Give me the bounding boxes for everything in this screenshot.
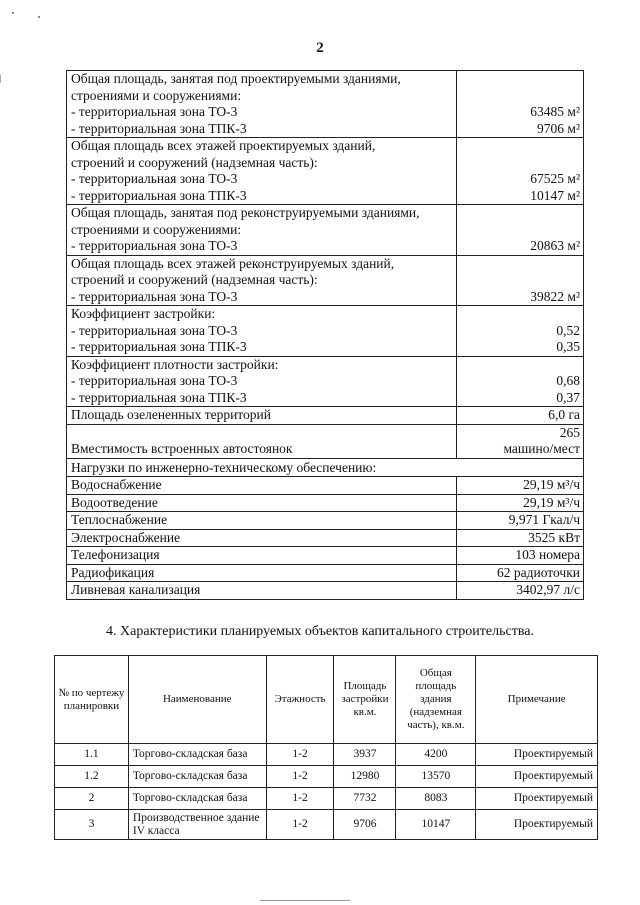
parameter-label-line: - территориальная зона ТПК-3 xyxy=(71,389,247,405)
object-note: Проектируемый xyxy=(476,810,598,840)
parameter-value xyxy=(457,71,584,138)
parameter-value-line: 20863 м² xyxy=(530,238,580,253)
parameter-label-line: строениями и сооружениями: xyxy=(71,221,242,237)
engineering-title-row xyxy=(67,458,584,477)
parameter-value xyxy=(457,407,584,425)
objects-table xyxy=(54,655,598,840)
parameter-row xyxy=(67,205,584,256)
header-note: Примечание xyxy=(476,656,598,744)
engineering-row xyxy=(67,582,584,600)
parameter-label-line: Общая площадь всех этажей реконструируемых зданий, xyxy=(71,255,395,271)
parameter-label xyxy=(67,356,457,407)
objects-body xyxy=(55,744,598,840)
engineering-value: 3402,97 л/с xyxy=(457,582,584,600)
parameter-label xyxy=(67,138,457,205)
parameter-row xyxy=(67,424,584,458)
object-note: Проектируемый xyxy=(476,788,598,810)
parameter-value xyxy=(457,255,584,306)
object-total-area: 10147 xyxy=(396,810,476,840)
parameter-row xyxy=(67,255,584,306)
parameter-label-line: Общая площадь, занятая под проектируемыми зданиями, xyxy=(71,71,401,86)
parameter-label xyxy=(67,205,457,256)
engineering-label: Водоотведение xyxy=(67,494,457,512)
parameters-body xyxy=(67,71,584,600)
parameter-label-line: - территориальная зона ТО-3 xyxy=(71,238,238,253)
engineering-value: 29,19 м³/ч xyxy=(457,494,584,512)
parameter-value-line: 0,37 xyxy=(556,389,580,405)
object-building-area: 3937 xyxy=(334,744,396,766)
parameter-label-line: - территориальная зона ТПК-3 xyxy=(71,187,247,203)
parameter-label-line: - территориальная зона ТО-3 xyxy=(71,288,238,304)
parameters-table xyxy=(66,70,584,600)
parameter-label-line: Площадь озелененных территорий xyxy=(71,407,271,422)
objects-row xyxy=(55,766,598,788)
scan-dot xyxy=(12,12,14,14)
object-number: 1.1 xyxy=(55,744,129,766)
footer-line xyxy=(260,900,350,901)
parameter-label-line: строений и сооружений (надземная часть): xyxy=(71,154,318,170)
parameter-row xyxy=(67,138,584,205)
parameter-value-line xyxy=(461,256,580,273)
parameter-value-line: 6,0 га xyxy=(548,407,580,422)
engineering-value: 3525 кВт xyxy=(457,529,584,547)
objects-header-row xyxy=(55,656,598,744)
scan-dot xyxy=(38,16,40,18)
object-number: 2 xyxy=(55,788,129,810)
parameter-value xyxy=(457,424,584,458)
header-total-area: Общая площадь здания (надземная часть), кв.м. xyxy=(396,656,476,744)
parameter-value-line: 0,52 xyxy=(556,322,580,338)
parameter-value-line: 9706 м² xyxy=(537,120,580,136)
engineering-value: 62 радиоточки xyxy=(457,564,584,582)
parameter-value-line xyxy=(461,88,580,105)
object-number: 3 xyxy=(55,810,129,840)
parameter-label-line: - территориальная зона ТПК-3 xyxy=(71,339,247,354)
object-floors: 1-2 xyxy=(266,788,334,810)
object-building-area: 9706 xyxy=(334,810,396,840)
header-floors: Этажность xyxy=(266,656,334,744)
parameter-label-line: - территориальная зона ТО-3 xyxy=(71,104,238,119)
engineering-label: Телефонизация xyxy=(67,547,457,565)
object-number: 1.2 xyxy=(55,766,129,788)
parameter-value-line: 10147 м² xyxy=(530,187,580,203)
object-building-area: 7732 xyxy=(334,788,396,810)
parameter-value-line xyxy=(461,272,580,289)
object-name: Производственное здание IV класса xyxy=(128,810,266,840)
parameter-label-line: Общая площадь, занятая под реконструируемыми зданиями, xyxy=(71,205,420,220)
objects-row xyxy=(55,788,598,810)
engineering-row xyxy=(67,564,584,582)
parameter-value-line xyxy=(461,138,580,155)
parameter-label xyxy=(67,306,457,357)
parameter-row xyxy=(67,356,584,407)
engineering-row xyxy=(67,477,584,495)
object-note: Проектируемый xyxy=(476,766,598,788)
parameter-value-line: 0,35 xyxy=(556,339,580,354)
engineering-label: Электроснабжение xyxy=(67,529,457,547)
parameter-label-line: - территориальная зона ТПК-3 xyxy=(71,120,247,136)
object-floors: 1-2 xyxy=(266,810,334,840)
engineering-value: 9,971 Гкал/ч xyxy=(457,512,584,530)
scan-margin-mark xyxy=(0,75,1,83)
parameter-value-line xyxy=(461,357,580,374)
engineering-title: Нагрузки по инженерно-техническому обеспечению: xyxy=(67,458,584,477)
parameter-label-line: Общая площадь всех этажей проектируемых зданий, xyxy=(71,138,376,153)
object-floors: 1-2 xyxy=(266,766,334,788)
engineering-value: 103 номера xyxy=(457,547,584,565)
parameter-row xyxy=(67,306,584,357)
parameter-value-line xyxy=(461,306,580,323)
engineering-row xyxy=(67,529,584,547)
engineering-label: Теплоснабжение xyxy=(67,512,457,530)
parameter-value-line: 39822 м² xyxy=(530,288,580,304)
parameter-value-line: 63485 м² xyxy=(530,104,580,119)
page-number: 2 xyxy=(316,40,324,56)
parameter-value-line: 265 xyxy=(559,424,580,440)
object-total-area: 13570 xyxy=(396,766,476,788)
engineering-row xyxy=(67,547,584,565)
parameter-value-line: машино/мест xyxy=(503,441,580,456)
parameter-label-line: строений и сооружений (надземная часть): xyxy=(71,272,318,287)
parameter-value xyxy=(457,205,584,256)
engineering-label: Ливневая канализация xyxy=(67,582,457,600)
object-total-area: 8083 xyxy=(396,788,476,810)
parameter-label xyxy=(67,424,457,458)
header-building-area: Площадь застройки кв.м. xyxy=(334,656,396,744)
parameter-label-line: Коэффициент застройки: xyxy=(71,306,216,321)
parameter-label-line: строениями и сооружениями: xyxy=(71,87,242,103)
parameter-value-line: 67525 м² xyxy=(530,171,580,186)
parameter-label-line: - территориальная зона ТО-3 xyxy=(71,171,238,186)
engineering-value: 29,19 м³/ч xyxy=(457,477,584,495)
object-name: Торгово-складская база xyxy=(128,744,266,766)
object-floors: 1-2 xyxy=(266,744,334,766)
header-drawing-number: № по чертежу планировки xyxy=(55,656,129,744)
parameter-value-line xyxy=(461,155,580,172)
parameter-value xyxy=(457,356,584,407)
object-name: Торгово-складская база xyxy=(128,766,266,788)
parameter-label-line: Коэффициент плотности застройки: xyxy=(71,356,279,372)
parameter-value xyxy=(457,306,584,357)
object-name: Торгово-складская база xyxy=(128,788,266,810)
parameter-label-line: Вместимость встроенных автостоянок xyxy=(71,441,293,456)
engineering-label: Водоснабжение xyxy=(67,477,457,495)
parameter-label xyxy=(67,71,457,138)
engineering-row xyxy=(67,512,584,530)
parameter-row xyxy=(67,407,584,425)
parameter-value-line xyxy=(461,71,580,88)
parameter-row xyxy=(67,71,584,138)
parameter-value-line xyxy=(461,222,580,239)
object-total-area: 4200 xyxy=(396,744,476,766)
engineering-label: Радиофикация xyxy=(67,564,457,582)
object-building-area: 12980 xyxy=(334,766,396,788)
objects-row xyxy=(55,810,598,840)
header-name: Наименование xyxy=(128,656,266,744)
parameter-value xyxy=(457,138,584,205)
parameter-value-line: 0,68 xyxy=(556,373,580,388)
parameter-value-line xyxy=(461,205,580,222)
object-note: Проектируемый xyxy=(476,744,598,766)
engineering-row xyxy=(67,494,584,512)
parameter-label xyxy=(67,407,457,425)
parameter-label-line: - территориальная зона ТО-3 xyxy=(71,322,238,338)
objects-row xyxy=(55,744,598,766)
section-title: 4. Характеристики планируемых объектов капитального строительства. xyxy=(106,624,534,639)
parameter-label-line: - территориальная зона ТО-3 xyxy=(71,373,238,388)
parameter-label xyxy=(67,255,457,306)
